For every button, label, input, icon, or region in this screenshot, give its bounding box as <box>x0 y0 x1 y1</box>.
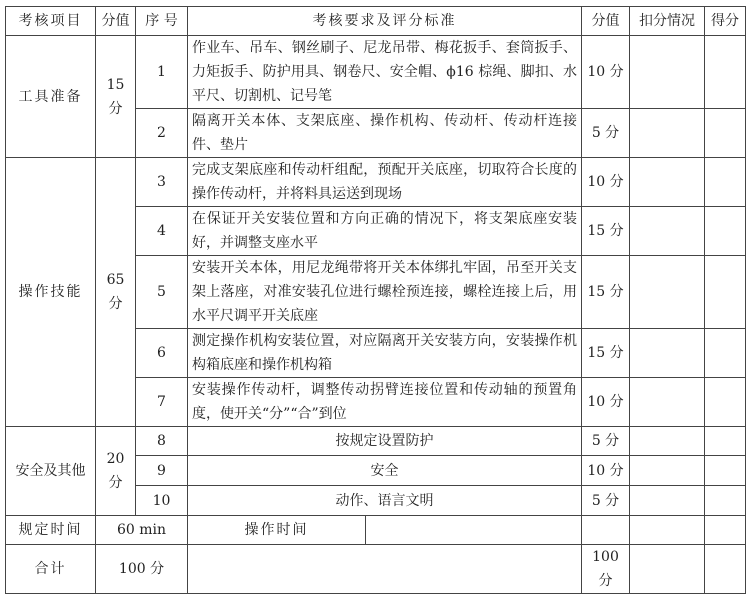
item-deduction <box>630 427 705 456</box>
total-result <box>705 545 746 594</box>
item-result <box>705 109 746 158</box>
item-requirement: 安装操作传动杆，调整传动拐臂连接位置和传动轴的预置角度，使开关“分”“合”到位 <box>188 378 582 427</box>
item-result <box>705 486 746 516</box>
group-score: 15 分 <box>96 36 136 158</box>
total-value: 100 分 <box>96 545 188 594</box>
header-row <box>6 7 746 36</box>
item-deduction <box>630 109 705 158</box>
scoring-table <box>5 6 746 594</box>
item-seq: 6 <box>136 329 188 378</box>
time-score <box>582 516 630 545</box>
group-name: 操作技能 <box>6 158 96 427</box>
table-row <box>6 427 746 456</box>
item-seq: 9 <box>136 456 188 486</box>
header-result: 得分 <box>705 7 746 36</box>
item-requirement: 隔离开关本体、支架底座、操作机构、传动杆、传动杆连接件、垫片 <box>188 109 582 158</box>
item-seq: 8 <box>136 427 188 456</box>
item-requirement: 按规定设置防护 <box>188 427 582 456</box>
item-requirement: 安全 <box>188 456 582 486</box>
item-deduction <box>630 207 705 256</box>
item-requirement: 测定操作机构安装位置，对应隔离开关安装方向，安装操作机构箱底座和操作机构箱 <box>188 329 582 378</box>
total-blank <box>188 545 582 594</box>
time-row <box>6 516 746 545</box>
item-result <box>705 158 746 207</box>
item-requirement: 作业车、吊车、钢丝刷子、尼龙吊带、梅花扳手、套筒扳手、力矩扳手、防护用具、钢卷尺、安全帽、ϕ16 棕绳、脚扣、水平尺、切割机、记号笔 <box>188 36 582 109</box>
item-deduction <box>630 329 705 378</box>
item-result <box>705 427 746 456</box>
item-seq: 1 <box>136 36 188 109</box>
item-deduction <box>630 456 705 486</box>
total-row <box>6 545 746 594</box>
item-score: 10 分 <box>582 158 630 207</box>
item-seq: 3 <box>136 158 188 207</box>
item-seq: 4 <box>136 207 188 256</box>
time-label: 规定时间 <box>6 516 96 545</box>
item-score: 15 分 <box>582 256 630 329</box>
item-score: 5 分 <box>582 109 630 158</box>
item-deduction <box>630 158 705 207</box>
item-deduction <box>630 256 705 329</box>
group-name: 工具准备 <box>6 36 96 158</box>
op-time-label: 操作时间 <box>188 516 366 545</box>
item-deduction <box>630 378 705 427</box>
item-requirement: 完成支架底座和传动杆组配，预配开关底座，切取符合长度的操作传动杆，并将料具运送到现场 <box>188 158 582 207</box>
item-seq: 10 <box>136 486 188 516</box>
time-result <box>705 516 746 545</box>
item-result <box>705 36 746 109</box>
item-deduction <box>630 486 705 516</box>
table-row <box>6 36 746 109</box>
item-result <box>705 329 746 378</box>
table-row <box>6 158 746 207</box>
total-score: 100 分 <box>582 545 630 594</box>
item-seq: 2 <box>136 109 188 158</box>
time-value: 60 min <box>96 516 188 545</box>
item-score: 10 分 <box>582 378 630 427</box>
item-score: 10 分 <box>582 456 630 486</box>
header-score: 分值 <box>96 7 136 36</box>
item-result <box>705 456 746 486</box>
header-project: 考核项目 <box>6 7 96 36</box>
item-requirement: 动作、语言文明 <box>188 486 582 516</box>
item-result <box>705 378 746 427</box>
op-time-value <box>366 516 582 545</box>
item-score: 5 分 <box>582 486 630 516</box>
group-score: 20 分 <box>96 427 136 516</box>
header-score-2: 分值 <box>582 7 630 36</box>
item-score: 10 分 <box>582 36 630 109</box>
item-seq: 5 <box>136 256 188 329</box>
group-name: 安全及其他 <box>6 427 96 516</box>
total-deduction <box>630 545 705 594</box>
header-requirement: 考核要求及评分标准 <box>188 7 582 36</box>
item-score: 15 分 <box>582 329 630 378</box>
item-requirement: 安装开关本体，用尼龙绳带将开关本体绑扎牢固，吊至开关支架上落座，对准安装孔位进行螺栓预连接，螺栓连接上后，用水平尺调平开关底座 <box>188 256 582 329</box>
item-result <box>705 256 746 329</box>
item-deduction <box>630 36 705 109</box>
item-score: 5 分 <box>582 427 630 456</box>
item-result <box>705 207 746 256</box>
item-score: 15 分 <box>582 207 630 256</box>
header-deduction: 扣分情况 <box>630 7 705 36</box>
time-deduction <box>630 516 705 545</box>
item-requirement: 在保证开关安装位置和方向正确的情况下，将支架底座安装好，并调整支座水平 <box>188 207 582 256</box>
total-label: 合计 <box>6 545 96 594</box>
group-score: 65 分 <box>96 158 136 427</box>
header-seq: 序 号 <box>136 7 188 36</box>
item-seq: 7 <box>136 378 188 427</box>
